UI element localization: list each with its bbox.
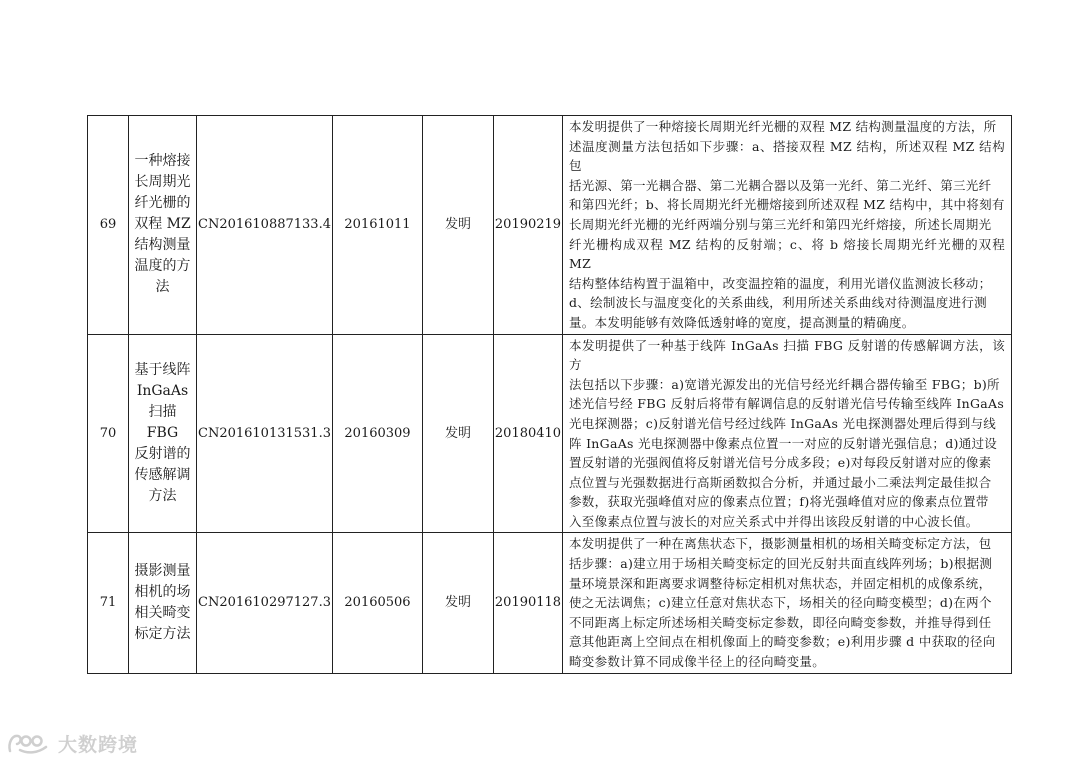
patent-type: 发明 — [423, 533, 494, 673]
patent-title-line: 相关畸变 — [134, 605, 191, 622]
table-row — [88, 116, 1012, 335]
grant-date: 20190219 — [494, 116, 563, 335]
abstract-line: 置反射谱的光强阀值将反射谱光信号分成多段；e)对每段反射谱对应的像素 — [569, 455, 992, 471]
patent-title-line: 方法 — [148, 488, 177, 504]
table-row — [88, 334, 1012, 533]
watermark — [6, 729, 138, 757]
abstract-line: 不同距离上标定所述场相关畸变标定参数，即径向畸变参数，并推导得到任 — [569, 614, 992, 630]
application-date: 20160506 — [333, 533, 423, 673]
patent-title-line: 法 — [155, 279, 170, 296]
patent-abstract — [563, 533, 1012, 673]
abstract-line: 阵 InGaAs 光电探测器中像素点位置一一对应的反射谱光强信息；d)通过设 — [569, 435, 998, 451]
abstract-line: 量。本发明能够有效降低透射峰的宽度，提高测量的精确度。 — [569, 314, 915, 330]
abstract-line: d、绘制波长与温度变化的关系曲线，利用所述关系曲线对待测温度进行测 — [569, 295, 987, 311]
row-index: 69 — [88, 116, 129, 335]
patent-abstract — [563, 116, 1012, 335]
abstract-line: 参数，获取光强峰值对应的像素点位置；f)将光强峰值对应的像素点位置带 — [569, 494, 989, 510]
application-date: 20161011 — [333, 116, 423, 335]
row-index: 71 — [88, 533, 129, 673]
patent-title-line: 长周期光 — [134, 174, 191, 191]
abstract-line: 使之无法调焦；c)建立任意对焦状态下，场相关的径向畸变模型；d)在两个 — [569, 595, 992, 611]
abstract-line: 长周期光纤光栅的光纤两端分别与第三光纤和第四光纤熔接，所述长周期光 — [569, 216, 992, 232]
patent-title-line: 结构测量 — [134, 237, 191, 254]
patent-title-line: 扫描 FBG — [146, 404, 179, 441]
patent-title-line: 基于线阵 — [134, 362, 191, 378]
patent-title-line: 摄影测量 — [134, 563, 191, 580]
patent-title-line: 标定方法 — [134, 626, 191, 643]
application-number: CN201610297127.3 — [197, 533, 333, 673]
abstract-line: 括光源、第一光耦合器、第二光耦合器以及第一光纤、第二光纤、第三光纤 — [569, 177, 992, 193]
application-number: CN201610131531.3 — [197, 334, 333, 533]
grant-date: 20180410 — [494, 334, 563, 533]
patent-type: 发明 — [423, 116, 494, 335]
grant-date: 20190118 — [494, 533, 563, 673]
abstract-line: 畸变参数计算不同成像半径上的径向畸变量。 — [569, 654, 826, 670]
abstract-line: 述温度测量方法包括如下步骤：a、搭接双程 MZ 结构，所述双程 MZ 结构包 — [569, 138, 1005, 174]
abstract-line: 本发明提供了一种熔接长周期光纤光栅的双程 MZ 结构测量温度的方法，所 — [569, 119, 997, 134]
abstract-line: 纤光栅构成双程 MZ 结构的反射端；c、将 b 熔接长周期光纤光栅的双程 MZ — [569, 236, 1005, 272]
patent-title — [129, 334, 197, 533]
application-number: CN201610887133.4 — [197, 116, 333, 335]
patent-title-line: 温度的方 — [134, 258, 191, 275]
abstract-line: 和第四光纤；b、将长周期光纤光栅熔接到所述双程 MZ 结构中，其中将刻有 — [569, 197, 1005, 213]
patent-title-line: 纤光栅的 — [134, 195, 191, 212]
row-index: 70 — [88, 334, 129, 533]
abstract-line: 法包括以下步骤：a)宽谱光源发出的光信号经光纤耦合器传输至 FBG；b)所 — [569, 376, 1000, 392]
patent-title-line: 一种熔接 — [134, 153, 191, 170]
abstract-line: 本发明提供了一种在离焦状态下，摄影测量相机的场相关畸变标定方法，包 — [569, 536, 992, 552]
patent-abstract — [563, 334, 1012, 533]
patent-title — [129, 533, 197, 673]
abstract-line: 量环境景深和距离要求调整待标定相机对焦状态，并固定相机的成像系统， — [569, 575, 992, 591]
abstract-line: 述光信号经 FBG 反射后将带有解调信息的反射谱光信号传输至线阵 InGaAs — [569, 396, 1005, 412]
abstract-line: 光电探测器；c)反射谱光信号经过线阵 InGaAs 光电探测器处理后得到与线 — [569, 415, 997, 431]
patent-title-line: InGaAs — [136, 383, 189, 399]
patent-table — [87, 115, 1012, 674]
abstract-line: 点位置与光强数据进行高斯函数拟合分析，并通过最小二乘法判定最佳拟合 — [569, 474, 992, 490]
table-row — [88, 533, 1012, 673]
abstract-line: 本发明提供了一种基于线阵 InGaAs 扫描 FBG 反射谱的传感解调方法，该方 — [569, 337, 1005, 373]
patent-title-line: 双程 MZ — [134, 216, 191, 233]
abstract-line: 括步骤：a)建立用于场相关畸变标定的回光反射共面直线阵列场；b)根据测 — [569, 556, 993, 572]
patent-title-line: 传感解调 — [134, 467, 191, 483]
abstract-line: 结构整体结构置于温箱中，改变温控箱的温度，利用光谱仪监测波长移动； — [569, 275, 992, 291]
patent-title-line: 相机的场 — [134, 584, 191, 601]
watermark-text: 大数跨境 — [58, 733, 139, 756]
watermark-logo-icon — [6, 731, 54, 755]
abstract-line: 意其他距离上空间点在相机像面上的畸变参数；e)利用步骤 d 中获取的径向 — [569, 634, 996, 650]
patent-type: 发明 — [423, 334, 494, 533]
application-date: 20160309 — [333, 334, 423, 533]
patent-title-line: 反射谱的 — [134, 446, 191, 462]
patent-title — [129, 116, 197, 335]
abstract-line: 入至像素点位置与波长的对应关系式中并得出该段反射谱的中心波长值。 — [569, 513, 979, 529]
